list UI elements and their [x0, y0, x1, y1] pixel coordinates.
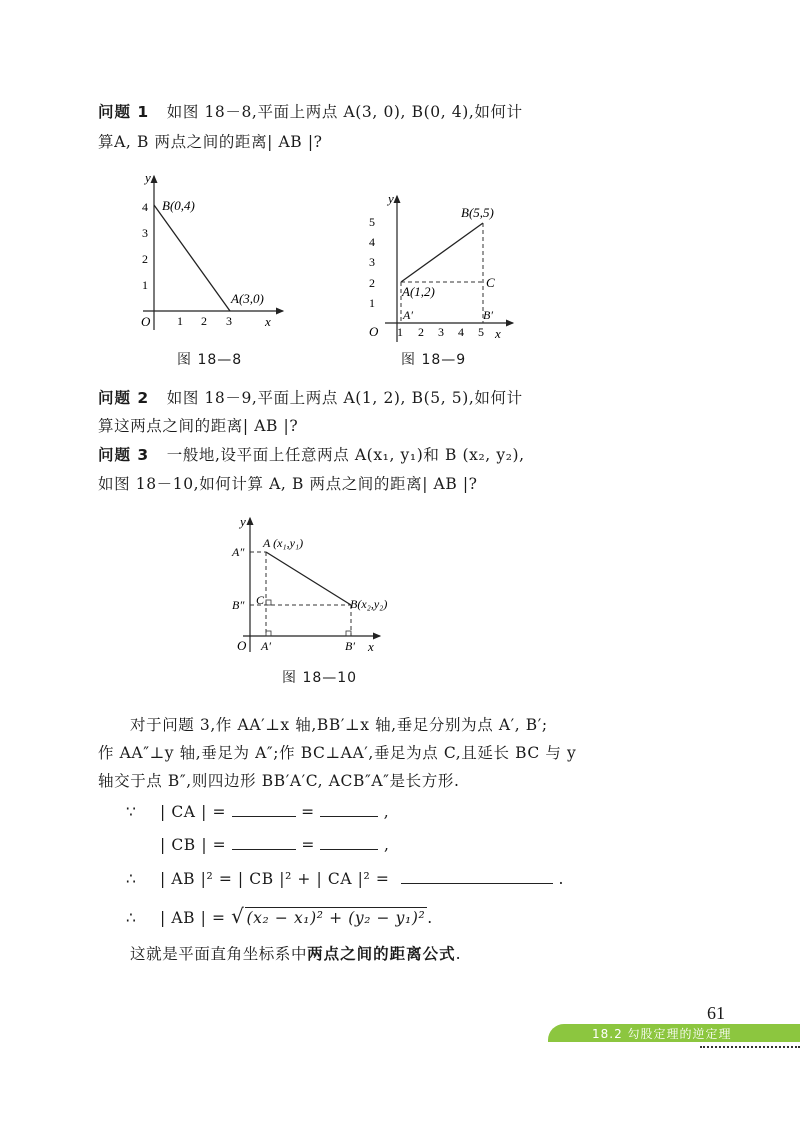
page-number: 61 [707, 1003, 725, 1023]
point-b-label: B(0,4) [162, 198, 195, 213]
x-tick-5: 5 [478, 325, 484, 339]
y-tick-1: 1 [142, 278, 148, 292]
x-tick-1: 1 [177, 314, 183, 328]
cb-blank-1[interactable] [232, 835, 296, 850]
point-c-label: C [256, 593, 265, 607]
y-label: y [240, 514, 246, 529]
point-a-label: A(1,2) [402, 284, 435, 299]
ca-blank-2[interactable] [320, 802, 378, 817]
y-label: y [388, 191, 394, 206]
x-tick-4: 4 [458, 325, 464, 339]
problem3-label: 问题 3 [98, 446, 150, 464]
right-angle-a-prime [266, 631, 271, 636]
ab-squared-lhs: | AB |² = | CB |² + | CA |² = [160, 870, 390, 888]
cb-eq: = [301, 836, 315, 854]
conclusion-prefix: 这就是平面直角坐标系中 [130, 945, 308, 963]
problem2-label: 问题 2 [98, 389, 150, 407]
chapter-bar [548, 1024, 800, 1042]
caption-18-10: 图 18—10 [282, 670, 358, 686]
y-tick-2: 2 [369, 276, 375, 290]
cb-lhs: | CB | = [160, 836, 227, 854]
right-angle-b-prime [346, 631, 351, 636]
y-tick-3: 3 [369, 255, 375, 269]
conclusion-suffix: . [455, 945, 462, 963]
step-ab [126, 904, 433, 928]
problem2-line1 [98, 386, 523, 408]
figure-18-10 [228, 512, 388, 657]
therefore-symbol: ∴ [126, 870, 137, 888]
step-ab-squared [126, 869, 564, 888]
point-c-label: C [486, 275, 495, 290]
a-prime-label: A′ [261, 639, 271, 653]
segment-ab [266, 552, 351, 605]
segment-ab [154, 205, 230, 311]
explanation-line3: 轴交于点 B″,则四边形 BB′A′C, ACB″A″是长方形. [98, 772, 460, 790]
segment-ab [401, 223, 483, 282]
x-tick-2: 2 [418, 325, 424, 339]
x-tick-2: 2 [201, 314, 207, 328]
problem1-label: 问题 1 [98, 103, 150, 121]
x-label: x [265, 314, 271, 329]
chapter-title: 18.2 勾股定理的逆定理 [592, 1027, 732, 1041]
a-double-prime-label: A″ [232, 545, 245, 559]
ca-blank-1[interactable] [232, 802, 296, 817]
cb-comma: , [383, 836, 390, 854]
problem2-line2: 算这两点之间的距离| AB |? [98, 417, 299, 435]
ab-period: . [427, 909, 433, 927]
problem3-text: 一般地,设平面上任意两点 A(x₁, y₁)和 B (x₂, y₂), [166, 446, 525, 464]
ab-squared-period: . [558, 870, 565, 888]
figure-18-9 [355, 190, 520, 350]
b-prime-label: B′ [345, 639, 355, 653]
point-b-label: B(x₂,y₂) [350, 597, 388, 611]
problem1-line1 [98, 100, 523, 122]
because-symbol: ∵ [126, 803, 137, 821]
therefore-symbol-2: ∴ [126, 909, 137, 927]
problem2-text: 如图 18－9,平面上两点 A(1, 2), B(5, 5),如何计 [166, 389, 523, 407]
point-a-label: A (x₁,y₁) [263, 536, 304, 550]
x-tick-3: 3 [226, 314, 232, 328]
origin: O [141, 314, 151, 329]
ca-lhs: | CA | = [160, 803, 227, 821]
cb-blank-2[interactable] [320, 835, 378, 850]
ab-lhs: | AB | = [160, 909, 226, 927]
ca-eq: = [301, 803, 315, 821]
point-b-prime-label: B′ [483, 308, 493, 322]
figure-18-8 [125, 168, 290, 333]
step-cb [160, 835, 390, 854]
point-b-label: B(5,5) [461, 205, 494, 220]
explanation-line2: 作 AA″⊥y 轴,垂足为 A″;作 BC⊥AA′,垂足为点 C,且延长 BC 与 y [98, 744, 577, 762]
step-ca [126, 802, 389, 821]
sqrt-body: (x₂ − x₁)² + (y₂ − y₁)² [246, 909, 426, 927]
problem1-line2: 算A, B 两点之间的距离| AB |? [98, 133, 323, 151]
ca-comma: , [383, 803, 390, 821]
point-a-label: A(3,0) [231, 291, 264, 306]
b-double-prime-label: B″ [232, 598, 245, 612]
y-tick-5: 5 [369, 215, 375, 229]
right-angle-c [266, 600, 271, 605]
caption-18-8: 图 18—8 [177, 352, 243, 368]
problem3-line1 [98, 443, 525, 465]
point-a-prime-label: A′ [403, 308, 413, 322]
origin: O [369, 324, 379, 339]
caption-18-9: 图 18—9 [401, 352, 467, 368]
y-label: y [145, 170, 151, 185]
y-tick-1: 1 [369, 296, 375, 310]
problem3-line2: 如图 18－10,如何计算 A, B 两点之间的距离| AB |? [98, 475, 478, 493]
problem1-text: 如图 18－8,平面上两点 A(3, 0), B(0, 4),如何计 [166, 103, 523, 121]
sqrt-sign: √ [231, 904, 245, 928]
ab-squared-blank[interactable] [401, 869, 553, 884]
y-tick-3: 3 [142, 226, 148, 240]
conclusion [130, 942, 461, 964]
conclusion-keyword: 两点之间的距离公式 [307, 945, 456, 963]
explanation-line1: 对于问题 3,作 AA′⊥x 轴,BB′⊥x 轴,垂足分别为点 A′, B′; [130, 716, 548, 734]
origin: O [237, 638, 247, 653]
x-label: x [368, 639, 374, 654]
dotted-rule [700, 1046, 800, 1048]
y-tick-2: 2 [142, 252, 148, 266]
y-tick-4: 4 [142, 200, 148, 214]
x-label: x [495, 326, 501, 341]
x-tick-3: 3 [438, 325, 444, 339]
y-tick-4: 4 [369, 235, 375, 249]
x-tick-1: 1 [397, 325, 403, 339]
